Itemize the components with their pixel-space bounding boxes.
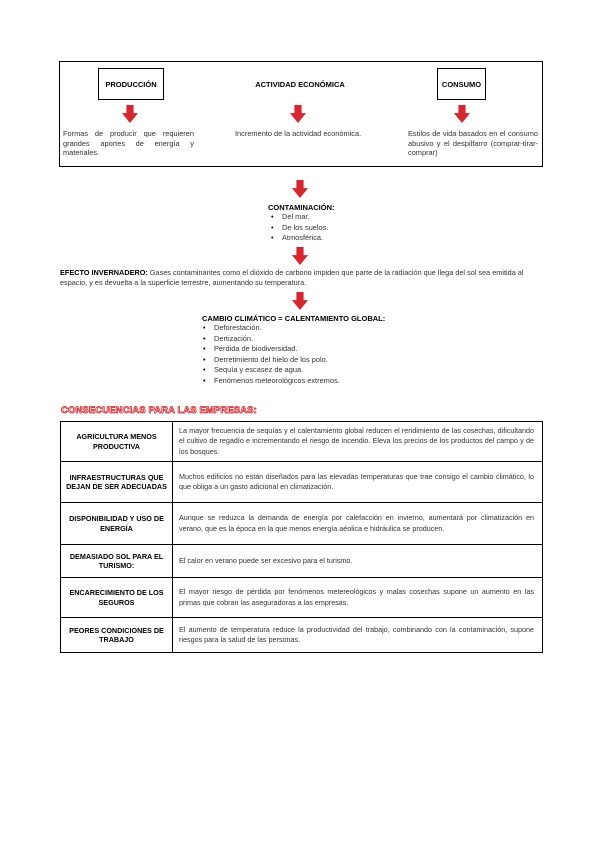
table-row <box>61 618 543 653</box>
list-item: • Atmosférica. <box>268 233 328 244</box>
list-item: • Del mar. <box>268 212 328 223</box>
row-value: El aumento de temperatura reduce la productividad del trabajo, combinando con la contaminación, supone riesgos para la salud de las personas. <box>173 618 543 653</box>
list-item: • Deforestación. <box>200 323 340 334</box>
activity-label: ACTIVIDAD ECONÓMICA <box>255 80 345 89</box>
table-row <box>61 503 543 545</box>
arrow-down-icon <box>453 105 471 123</box>
arrow-down-icon <box>121 105 139 123</box>
list-item: • Dertización. <box>200 334 340 345</box>
row-key: DEMASIADO SOL PARA EL TURISMO: <box>61 545 173 578</box>
list-item: • Sequía y escasez de agua. <box>200 365 340 376</box>
table-row <box>61 422 543 462</box>
row-value: El calor en verano puede ser excesivo para el turismo. <box>173 545 543 578</box>
row-key: INFRAESTRUCTURAS QUE DEJAN DE SER ADECUADAS <box>61 462 173 503</box>
contamination-list <box>268 212 328 244</box>
consumption-label: CONSUMO <box>441 79 482 89</box>
production-box <box>98 68 164 100</box>
greenhouse-label: EFECTO INVERNADERO: <box>60 268 148 277</box>
table-row <box>61 545 543 578</box>
greenhouse-paragraph <box>60 268 545 288</box>
list-item: • Derretimiento del hielo de los polo. <box>200 355 340 366</box>
consequences-table <box>60 421 543 653</box>
list-item: • De los suelos. <box>268 223 328 234</box>
activity-description: Incremento de la actividad económica. <box>235 129 362 138</box>
row-key: ENCARECIMIENTO DE LOS SEGUROS <box>61 578 173 618</box>
row-value: La mayor frecuencia de sequías y el calentamiento global reducen el rendimiento de las cosechas, dificultando el cultivo de regadío e incrementando el riesgo de incendio. Eleva los precios de los productos del campo y de los bosques. <box>173 422 543 462</box>
consumption-description: Estilos de vida basados en el consumo abusivo y el despilfarro (comprar-tirar-comprar) <box>408 129 538 158</box>
consumption-box <box>437 68 486 100</box>
consequences-title: CONSECUENCIAS PARA LAS EMPRESAS: <box>61 405 257 416</box>
row-value: Aunque se reduzca la demanda de energía por calefacción en invierno, aumentará por climatización en verano, que es la época en la que menos energía aéolica e hidráulica se producen. <box>173 503 543 545</box>
table-row <box>61 462 543 503</box>
production-label: PRODUCCIÓN <box>105 79 157 89</box>
list-item: • Pérdida de biodiversidad. <box>200 344 340 355</box>
arrow-down-icon <box>291 292 309 310</box>
row-key: DISPONIBILIDAD Y USO DE ENERGÍA <box>61 503 173 545</box>
climate-title: CAMBIO CLIMÁTICO = CALENTAMIENTO GLOBAL: <box>202 314 386 323</box>
row-key: PEORES CONDICIONES DE TRABAJO <box>61 618 173 653</box>
arrow-down-icon <box>291 247 309 265</box>
contamination-title: CONTAMINACIÓN: <box>268 203 335 212</box>
row-key: AGRICULTURA MENOS PRODUCTIVA <box>61 422 173 462</box>
arrow-down-icon <box>289 105 307 123</box>
list-item: • Fenómenos meteorológicos extremos. <box>200 376 340 387</box>
table-row <box>61 578 543 618</box>
greenhouse-text: Gases contaminantes como el dióxido de carbono impiden que parte de la radiación que llega del sol sea emitida al espacio, y es devuelta a la superficie terrestre, aumentando su temperatura. <box>60 268 524 287</box>
production-description: Formas de producir que requieren grandes aportes de energía y materiales. <box>63 129 194 158</box>
row-value: El mayor riesgo de pérdida por fenómenos metereológicos y malas cosechas supone un aumento en las primas que cobran las aseguradoras a las empresas. <box>173 578 543 618</box>
row-value: Muchos edificios no están diseñados para las elevadas temperaturas que trae consigo el cambio climático, lo que obliga a un gasto adicional en climatización. <box>173 462 543 503</box>
arrow-down-icon <box>291 180 309 198</box>
climate-list <box>200 323 340 386</box>
